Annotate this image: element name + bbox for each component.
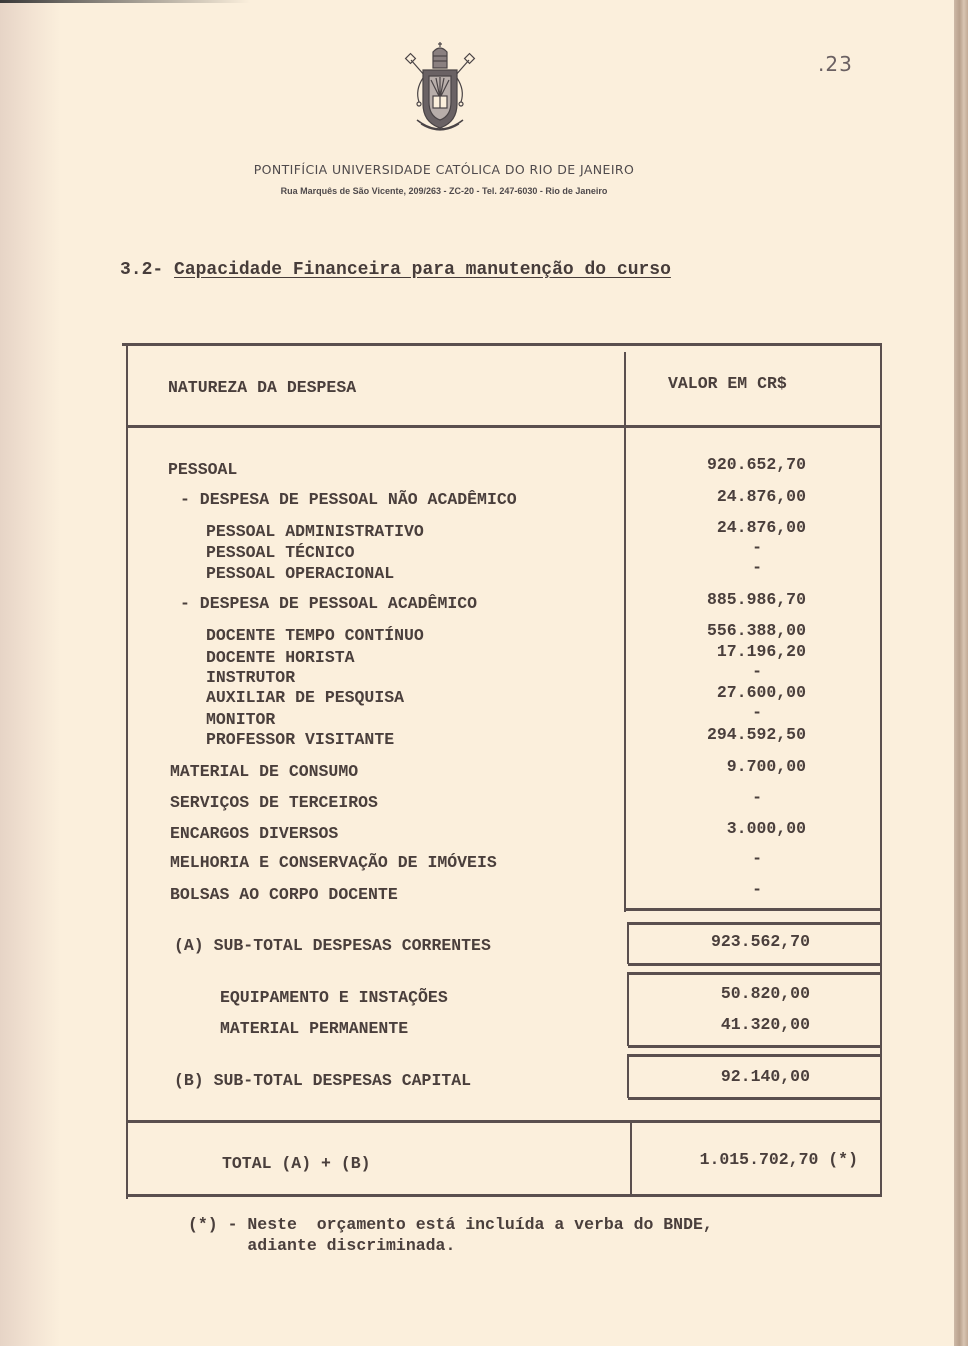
subtotal-b-label: (B) SUB-TOTAL DESPESAS CAPITAL: [174, 1071, 472, 1090]
row-value: 9.700,00: [726, 757, 806, 776]
capital-row-value: 41.320,00: [720, 1015, 810, 1034]
section-number: 3.2-: [120, 260, 164, 280]
capital-row-label: EQUIPAMENTO E INSTAÇÕES: [220, 988, 448, 1007]
table-left-border: [126, 343, 128, 1199]
page-shadow-top: [0, 0, 250, 3]
header-nature: NATUREZA DA DESPESA: [168, 378, 357, 397]
row-value: 24.876,00: [716, 518, 806, 537]
subtotal-b-box-left: [627, 1054, 629, 1098]
page-shadow-left: [0, 0, 60, 1346]
row-value: -: [752, 538, 762, 557]
book-binding-edge: [954, 0, 968, 1346]
row-label: BOLSAS AO CORPO DOCENTE: [170, 885, 398, 904]
row-label: PESSOAL ADMINISTRATIVO: [206, 522, 424, 541]
capital-box-bottom: [628, 1045, 881, 1048]
footnote-line-1: (*) - Neste orçamento está incluída a verba do BNDE,: [188, 1215, 713, 1234]
institution-address: Rua Marquês de São Vicente, 209/263 - ZC-20 - Tel. 247-6030 - Rio de Janeiro: [280, 186, 608, 196]
row-label: PESSOAL OPERACIONAL: [206, 564, 395, 583]
row-value: 294.592,50: [706, 725, 806, 744]
row-value: -: [752, 703, 762, 722]
footnote: [188, 1214, 713, 1256]
row-label: - DESPESA DE PESSOAL NÃO ACADÊMICO: [180, 490, 517, 509]
subtotal-a-box-bottom: [628, 963, 881, 966]
row-label: ENCARGOS DIVERSOS: [170, 824, 339, 843]
row-label: DOCENTE HORISTA: [206, 648, 355, 667]
row-label: PROFESSOR VISITANTE: [206, 730, 395, 749]
row-label: MONITOR: [206, 710, 276, 729]
total-label: TOTAL (A) + (B): [222, 1154, 371, 1173]
row-label: - DESPESA DE PESSOAL ACADÊMICO: [180, 594, 478, 613]
capital-box-top: [628, 972, 881, 975]
row-value: 3.000,00: [726, 819, 806, 838]
row-value: 27.600,00: [716, 683, 806, 702]
institution-name: PONTIFÍCIA UNIVERSIDADE CATÓLICA DO RIO DE JANEIRO: [253, 162, 635, 177]
row-value: 885.986,70: [706, 590, 806, 609]
capital-box-left: [627, 972, 629, 1046]
row-label: PESSOAL TÉCNICO: [206, 543, 355, 562]
header-bottom-border: [128, 425, 880, 428]
table-top-border: [122, 343, 880, 346]
footnote-line-2: adiante discriminada.: [188, 1236, 456, 1255]
column-divider: [624, 352, 626, 912]
row-value: 24.876,00: [716, 487, 806, 506]
section-heading: [120, 260, 671, 280]
row-label: INSTRUTOR: [206, 668, 296, 687]
body-value-bottom-border: [626, 908, 881, 911]
total-value: 1.015.702,70 (*): [699, 1150, 858, 1169]
subtotal-b-value: 92.140,00: [720, 1067, 810, 1086]
subtotal-a-box-top: [628, 922, 881, 925]
subtotal-b-box-bottom: [628, 1097, 881, 1100]
row-value: -: [752, 880, 762, 899]
capital-row-value: 50.820,00: [720, 984, 810, 1003]
row-value: -: [752, 849, 762, 868]
capital-row-label: MATERIAL PERMANENTE: [220, 1019, 409, 1038]
subtotal-a-label: (A) SUB-TOTAL DESPESAS CORRENTES: [174, 936, 491, 955]
row-label: MATERIAL DE CONSUMO: [170, 762, 359, 781]
header-value: VALOR EM CR$: [668, 374, 787, 393]
row-label: DOCENTE TEMPO CONTÍNUO: [206, 626, 424, 645]
subtotal-a-value: 923.562,70: [710, 932, 810, 951]
row-label: MELHORIA E CONSERVAÇÃO DE IMÓVEIS: [170, 853, 497, 872]
subtotal-a-box-left: [627, 922, 629, 964]
row-value: 17.196,20: [716, 642, 806, 661]
table-bottom-border: [128, 1194, 882, 1197]
row-label: PESSOAL: [168, 460, 238, 479]
row-value: -: [752, 788, 762, 807]
row-value: 920.652,70: [706, 455, 806, 474]
row-label: SERVIÇOS DE TERCEIROS: [170, 793, 378, 812]
section-title: Capacidade Financeira para manutenção do curso: [174, 260, 671, 280]
total-row-top: [128, 1120, 880, 1123]
puc-rio-coat-of-arms-icon: [403, 38, 477, 138]
total-column-divider: [630, 1120, 632, 1195]
row-label: AUXILIAR DE PESQUISA: [206, 688, 405, 707]
table-right-border: [880, 343, 882, 1196]
row-value: 556.388,00: [706, 621, 806, 640]
subtotal-b-box-top: [628, 1054, 881, 1057]
row-value: -: [752, 558, 762, 577]
row-value: -: [752, 662, 762, 681]
page-number: .23: [818, 52, 853, 76]
